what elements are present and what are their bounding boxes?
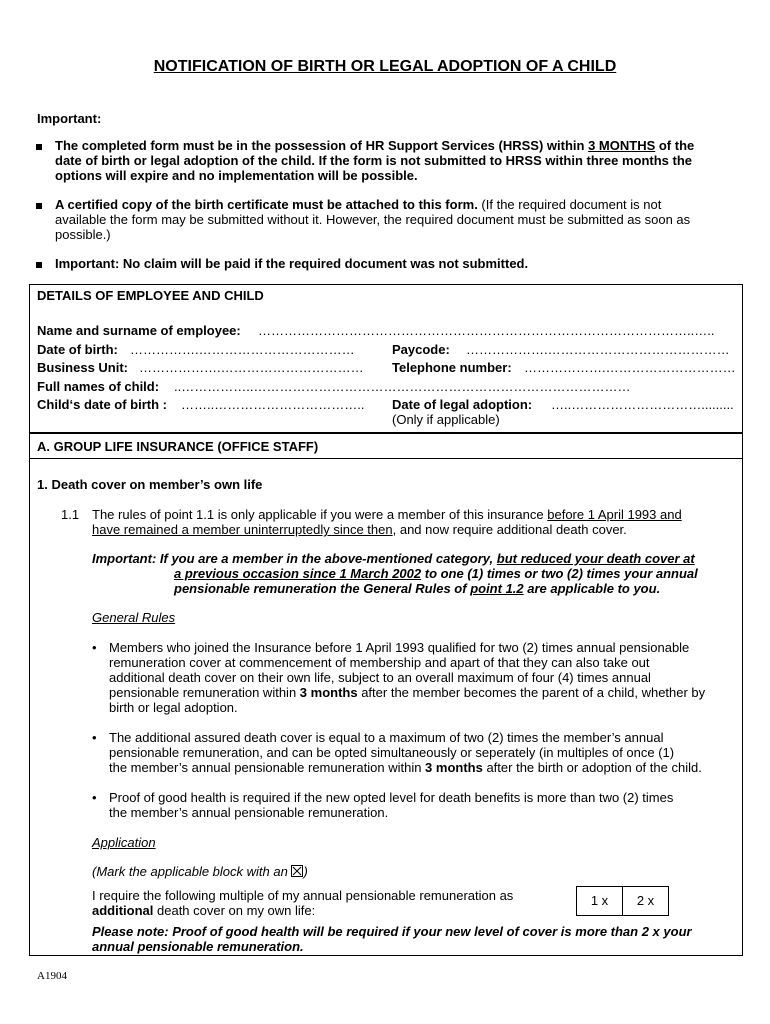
paycode-label: Paycode: [392,342,450,357]
round-bullet-icon: • [92,730,97,745]
business-unit-field[interactable]: ……………….…………………………… [139,360,364,375]
option-2x-box[interactable]: 2 x [622,886,669,916]
please-note: Please note: Proof of good health will be required if your new level of cover is more than 2 x your annual pensionable remuneration. [92,924,692,954]
subsection-1-heading: 1. Death cover on member’s own life [37,477,263,492]
adoption-label: Date of legal adoption: [392,397,533,412]
business-unit-label: Business Unit: [37,360,129,375]
bullet-3: Important: No claim will be paid if the required document was not submitted. [55,256,529,271]
round-bullet-icon: • [92,790,97,805]
telephone-label: Telephone number: [392,360,512,375]
adoption-field[interactable]: …..…………………………......... [551,397,734,412]
dob-field[interactable]: …………….……………………………… [130,342,355,357]
option-1x-box[interactable]: 1 x [576,886,623,916]
paycode-field[interactable]: ……………….…………………………………… [466,342,730,357]
point-1-1-text: The rules of point 1.1 is only applicable if you were a member of this insurance before 1 April 1993 and have remained a member uninterruptedly since then, and now require additional death cover. [92,507,682,537]
telephone-field[interactable]: ……………….………………………… [524,360,736,375]
rule-1: Members who joined the Insurance before 1 April 1993 qualified for two (2) times annual pensionable remuneration cover at commencement of membership and apart of that they can also take out additional death cover on their own life, subject to an overall maximum of four (4) times annual pensionable remuneration within 3 months after the member becomes the parent of a child, whether by birth or legal adoption. [109,640,706,715]
section-a-heading: A. GROUP LIFE INSURANCE (OFFICE STAFF) [37,439,319,454]
form-code: A1904 [37,970,67,982]
adoption-note: (Only if applicable) [392,412,500,427]
checked-box-icon [291,865,303,877]
dob-label: Date of birth: [37,342,118,357]
full-names-field[interactable]: ..……………..…………………………………………………………………………… [174,379,631,394]
application-heading: Application [92,835,156,850]
bullet-1: The completed form must be in the possession of HR Support Services (HRSS) within 3 MONTHS of the date of birth or legal adoption of the child. If the form is not submitted to HRSS within three months the options will expire and no implementation will be possible. [55,138,695,183]
section-divider [29,458,743,459]
important-note: Important: If you are a member in the above-mentioned category, but reduced your death cover at a previous occasion since 1 March 2002 to one (1) times or two (2) times your annual pensionable remuneration the General Rules of point 1.2 are applicable to you. [92,551,698,596]
square-bullet-icon [36,203,42,209]
rule-3: Proof of good health is required if the new opted level for death benefits is more than two (2) times the member’s annual pensionable remuneration. [109,790,674,820]
child-dob-field[interactable]: ……..…………………………….. [181,397,365,412]
round-bullet-icon: • [92,640,97,655]
square-bullet-icon [36,144,42,150]
details-heading: DETAILS OF EMPLOYEE AND CHILD [37,288,264,303]
require-text: I require the following multiple of my annual pensionable remuneration as additional death cover on my own life: [92,888,514,918]
name-field[interactable]: ………………………………………………………………………………………..….. [258,323,715,338]
child-dob-label: Child‘s date of birth : [37,397,167,412]
full-names-label: Full names of child: [37,379,160,394]
point-1-1-number: 1.1 [61,507,80,522]
square-bullet-icon [36,262,42,268]
general-rules-heading: General Rules [92,610,176,625]
page-title: NOTIFICATION OF BIRTH OR LEGAL ADOPTION OF A CHILD [153,58,617,75]
name-label: Name and surname of employee: [37,323,241,338]
rule-2: The additional assured death cover is equal to a maximum of two (2) times the member’s annual pensionable remuneration, and can be opted simultaneously or seperately (in multiples of once (1) the member’s annual pensionable remuneration within 3 months after the birth or adoption of the child. [109,730,702,775]
bullet-2: A certified copy of the birth certificate must be attached to this form. (If the required document is not available the form may be submitted without it. However, the required document must be submitted as soon as possible.) [55,197,691,242]
important-heading: Important: [37,111,102,126]
mark-instruction: (Mark the applicable block with an ) [92,864,308,879]
